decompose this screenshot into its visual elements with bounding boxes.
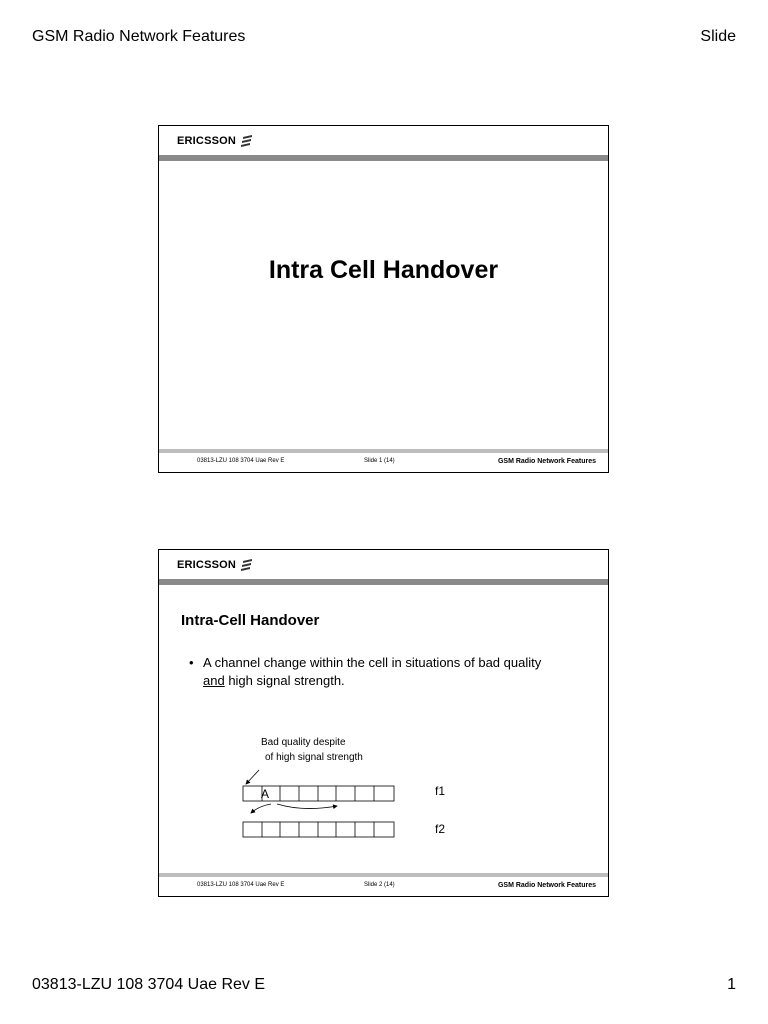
page-header-title: GSM Radio Network Features: [32, 28, 246, 45]
slide-heading: Intra-Cell Handover: [181, 612, 320, 629]
slide-title: Intra Cell Handover: [268, 256, 499, 284]
bullet-text-underlined: and: [203, 673, 225, 688]
bullet-text-after: high signal strength.: [224, 673, 345, 688]
slide-1: [158, 125, 609, 473]
slide-bottom-rule: [159, 873, 608, 877]
annotation-line-1: Bad quality despite: [261, 737, 346, 748]
slide-bottom-rule: [159, 449, 608, 453]
annotation-arrow: [246, 770, 259, 784]
bullet-text-before: A channel change within the cell in situations of bad quality: [203, 655, 542, 670]
slide-footer-number: Slide 1 (14): [364, 458, 395, 464]
timeslot-diagram: [159, 550, 608, 870]
freq-label-f1: f1: [435, 784, 446, 798]
ericsson-logo-icon: [240, 134, 254, 148]
slide-footer-doc: 03813-LZU 108 3704 Uae Rev E: [197, 882, 285, 888]
page-number: 1: [727, 976, 736, 993]
slide-top-bar: [159, 155, 608, 161]
ericsson-logo: [177, 134, 254, 148]
page-footer-doc: 03813-LZU 108 3704 Uae Rev E: [32, 976, 266, 993]
slide-footer-doc: 03813-LZU 108 3704 Uae Rev E: [197, 458, 285, 464]
handover-arrow-right: [277, 804, 337, 809]
frame-f2: [243, 822, 394, 837]
freq-label-f2: f2: [435, 822, 446, 836]
slide-footer-title: GSM Radio Network Features: [497, 458, 596, 465]
slide-2: [158, 549, 609, 897]
bullet-dot-icon: •: [189, 655, 194, 670]
slide-footer-title: GSM Radio Network Features: [497, 882, 596, 889]
logo-text: ERICSSON: [177, 135, 237, 147]
page-header-label: Slide: [700, 28, 736, 45]
annotation-line-2: of high signal strength: [265, 752, 363, 763]
timeslot-label: A: [261, 787, 270, 801]
slide-footer-number: Slide 2 (14): [364, 882, 395, 888]
logo-text: ERICSSON: [177, 559, 237, 571]
handover-arrow-left: [251, 804, 271, 813]
